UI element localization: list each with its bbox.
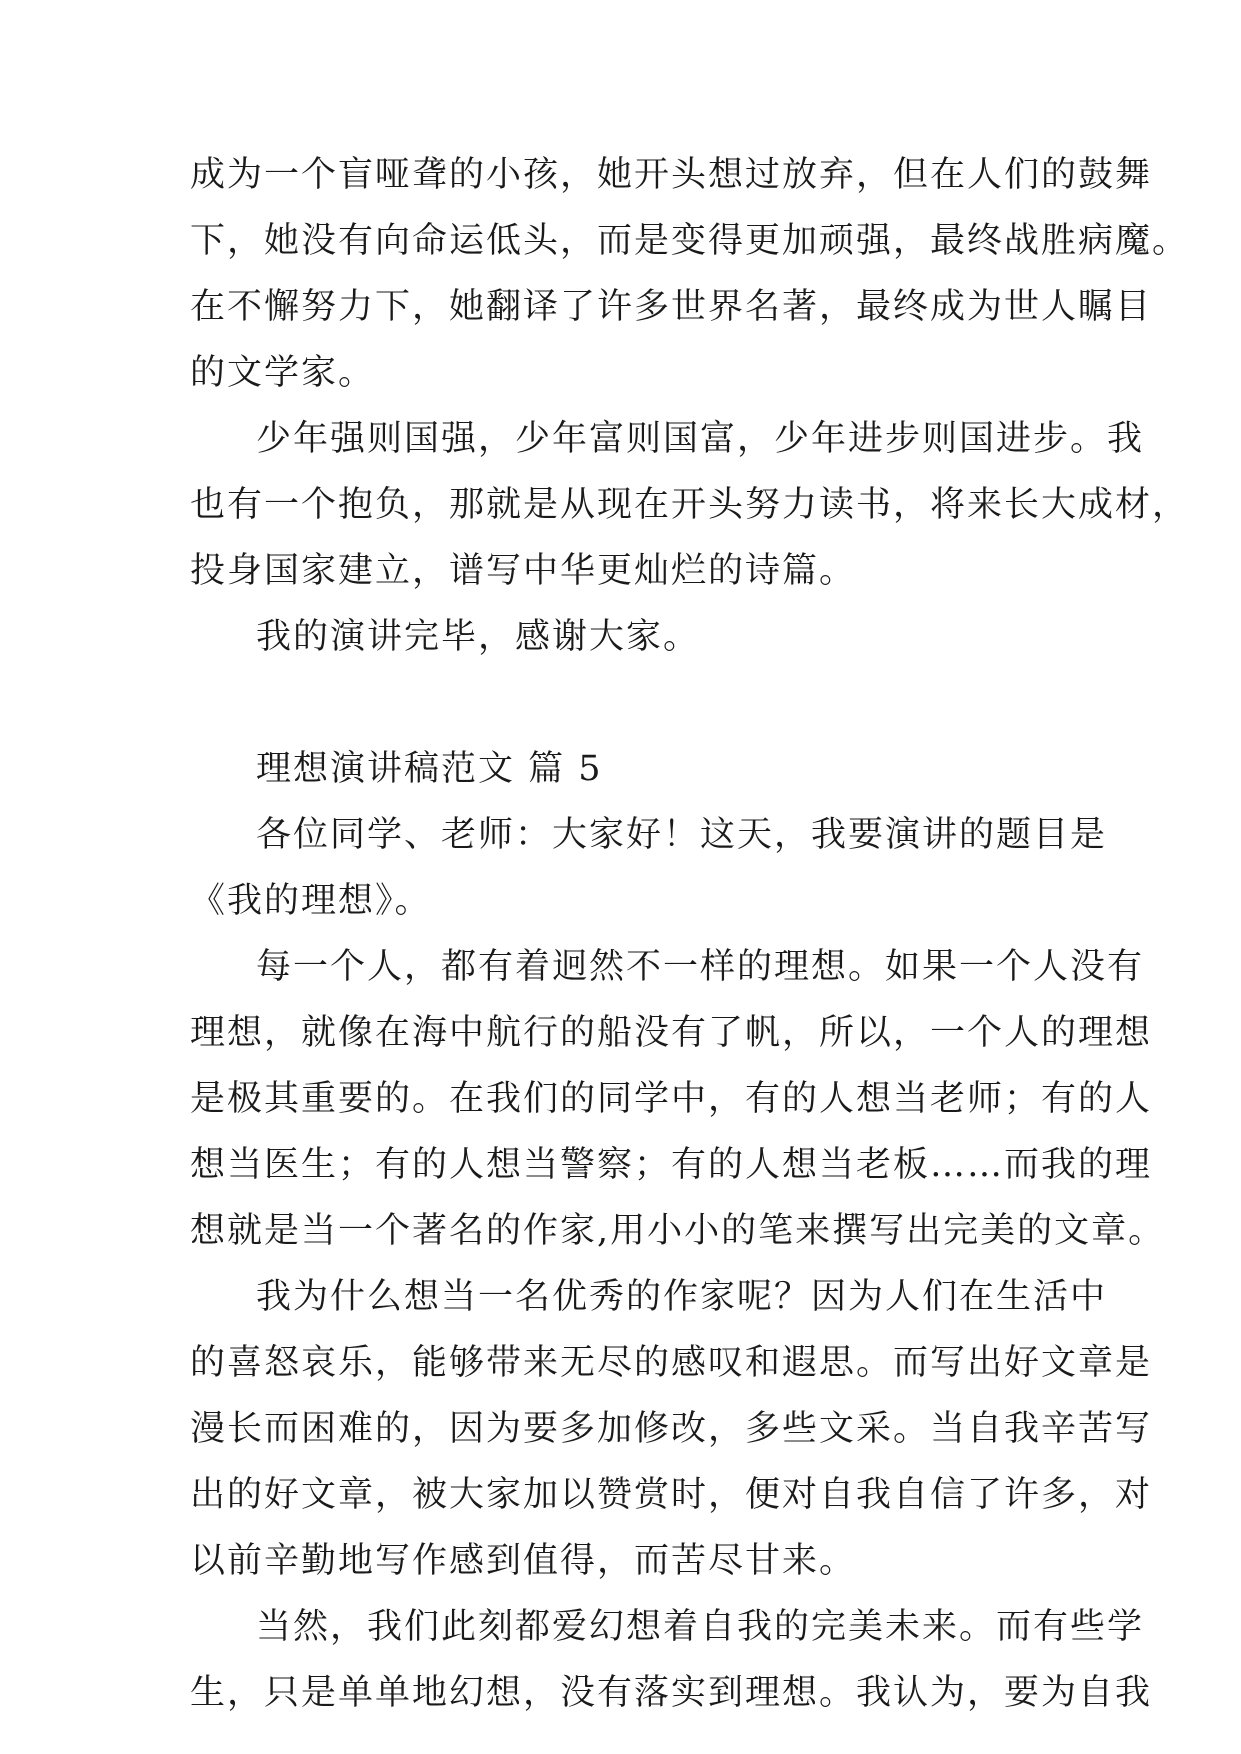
text-line: 在不懈努力下，她翻译了许多世界名著，最终成为世人瞩目: [190, 287, 1153, 327]
text-line: 的喜怒哀乐，能够带来无尽的感叹和遐思。而写出好文章是: [190, 1343, 1153, 1383]
section-heading: 理想演讲稿范文 篇 5: [256, 749, 603, 789]
text-line: 我的演讲完毕，感谢大家。: [256, 617, 701, 657]
paragraph-closing: [190, 604, 1060, 670]
text-line: 理想，就像在海中航行的船没有了帆，所以，一个人的理想: [190, 1013, 1153, 1053]
text-line: 想就是当一个著名的作家,用小小的笔来撰写出完美的文章。: [190, 1211, 1166, 1251]
text-line: 成为一个盲哑聋的小孩，她开头想过放弃，但在人们的鼓舞: [190, 155, 1153, 195]
text-line: 出的好文章，被大家加以赞赏时，便对自我自信了许多，对: [190, 1475, 1153, 1515]
text-line: 各位同学、老师：大家好！这天，我要演讲的题目是: [256, 815, 1108, 855]
paragraph-ideals: [190, 934, 1166, 1264]
text-line: 以前辛勤地写作感到值得，而苦尽甘来。: [190, 1541, 857, 1581]
document-page: [190, 142, 1190, 1726]
text-line: 投身国家建立，谱写中华更灿烂的诗篇。: [190, 551, 857, 591]
text-line: 也有一个抱负，那就是从现在开头努力读书，将来长大成材，: [190, 485, 1190, 525]
text-line: 《我的理想》。: [190, 881, 432, 921]
text-line: 漫长而困难的，因为要多加修改，多些文采。当自我辛苦写: [190, 1409, 1153, 1449]
text-line: 下，她没有向命运低头，而是变得更加顽强，最终战胜病魔。: [190, 221, 1190, 261]
blank-line: [190, 670, 1060, 736]
paragraph-writer: [190, 1264, 1153, 1594]
paragraph-future: [190, 1594, 1153, 1726]
paragraph-ambition: [190, 406, 1190, 604]
paragraph-greeting: [190, 802, 1108, 934]
text-line: 当然，我们此刻都爱幻想着自我的完美未来。而有些学: [256, 1607, 1145, 1647]
text-line: 少年强则国强，少年富则国富，少年进步则国进步。我: [256, 419, 1145, 459]
text-line: 我为什么想当一名优秀的作家呢？因为人们在生活中: [256, 1277, 1108, 1317]
text-line: 想当医生；有的人想当警察；有的人想当老板……而我的理: [190, 1145, 1153, 1185]
paragraph-continuation: [190, 142, 1190, 406]
text-line: 每一个人，都有着迥然不一样的理想。如果一个人没有: [256, 947, 1145, 987]
text-line: 的文学家。: [190, 353, 376, 393]
text-line: 是极其重要的。在我们的同学中，有的人想当老师；有的人: [190, 1079, 1153, 1119]
text-line: 生，只是单单地幻想，没有落实到理想。我认为，要为自我: [190, 1673, 1153, 1713]
